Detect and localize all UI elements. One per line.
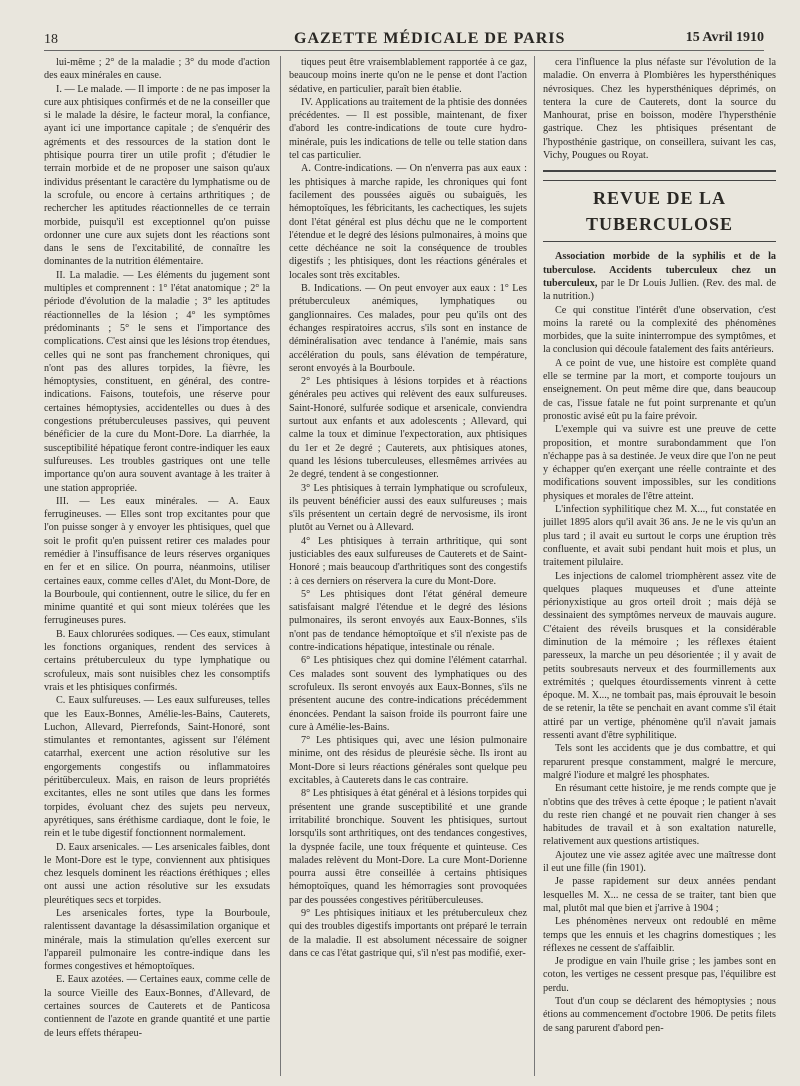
paragraph: B. Indications. — On peut envoyer aux eaux : 1° Les prétuberculeux anémiques, lymphatiques ou ganglionnaires. Ces malades, pour peu qu'ils ont des échanges respiratoires accrus, s'ils sont en instance de déminéralisation avec tendance à l'anémie, mais sans accélération du pouls, sans élévation de température, seront envoyés à la Bourboule. — [289, 283, 527, 374]
section-rule — [543, 170, 776, 172]
paragraph: C. Eaux sulfureuses. — Les eaux sulfureuses, telles que les Eaux-Bonnes, Amélie-les-Bains, Cauterets, Luchon, Allevard, Pierrefonds, Saint-Honoré, sont stimulantes et remontantes, agissent sur l'élément catarrhal, exercent une action résolutive sur les engorgements congestifs ou inflammatoires péritüberculeux. Mais, en raison de leurs propriétés excitantes, elles ne sont utiles que dans les formes torpides, évoluant chez des sujets peu nerveux, apyrétiques, sans éréthisme cardiaque, dont le foie, le rein et le tube digestif fonctionnent normalement. — [44, 695, 270, 840]
article-byline: par le Dr Louis Jullien. (Rev. des mal. de la nutrition.) — [543, 277, 776, 303]
page-header — [44, 30, 764, 51]
paragraph: Les arsenicales fortes, type la Bourboule, ralentissent davantage la désassimilation organique et minérale, mais la stimulation qu'elles exercent sur l'appareil pulmonaire les contre-indique dans les formes congestives et hémoptoïques. — [44, 908, 270, 973]
paragraph: tiques peut être vraisemblablement rapportée à ce gaz, beaucoup moins inerte qu'on ne le pense et dont l'action sédative, en particulier, paraît bien établie. — [289, 57, 527, 95]
paragraph: Les injections de calomel triomphèrent assez vite de quelques plaques muqueuses et d'une atteinte périonyxistique au gros orteil droit ; mais déjà se dessinaient des symptômes nerveux de mauvais augure. C'étaient des réveils brusques et la considérable diminution de la mémoire ; les réflexes étaient paresseux, la marche un peu désorientée ; il y avait de petits soubresauts nerveux et des fourmillements aux extrémités ; quelques étourdissements vinrent à cette époque. M. X..., ne tombait pas, mais éprouvait le besoin de se retenir, la tête se penchait en avant comme s'il était attiré par un vertige, phénomène qu'il n'avait jamais ressenti avant d'être syphilitique. — [543, 570, 776, 742]
issue-date: 15 Avril 1910 — [685, 30, 764, 45]
journal-title: GAZETTE MÉDICALE DE PARIS — [294, 30, 566, 47]
paragraph: cera l'influence la plus néfaste sur l'évolution de la maladie. On enverra à Plombières les hypersthéniques névrosiques. Chez les hypersthéniques déprimés, on tentera la cure de Cauterets, dont la source du Manhourat, prise en boisson, modère l'hypersthénie gastrique. Chez les phtisiques présentant de l'hyposthénie gastrique, on conseillera, suivant les cas, Vichy, Pougues ou Royat. — [543, 57, 776, 162]
paragraph: Je prodigue en vain l'huile grise ; les jambes sont en coton, les vertiges ne cessent presque pas, l'équilibre est perdu. — [543, 956, 776, 994]
paragraph: 8° Les phtisiques à état général et à lésions torpides qui présentent une grande susceptibilité et une grande irritabilité bronchique. Souvent les phtisiques, surtout lorsqu'ils sont arthritiques, ont des tendances congestives, la dyspnée facile, une toux fréquente et quinteuse. Ces malades relèvent du Mont-Dore. La cure Mont-Dorienne pourra aussi être conseillée à certains phtisiques hémoptoïques, quand les hémorragies sont provoquées par des poussées congestives péritüberculeuses. — [289, 788, 527, 906]
paragraph: 3° Les phtisiques à terrain lymphatique ou scrofuleux, ils peuvent bénéficier aussi des eaux sulfureuses ; mais s'ils présentent un certain degré de nervosisme, ils iront plutôt au Vernet ou à Allevard. — [289, 482, 527, 534]
paragraph: A. Contre-indications. — On n'enverra pas aux eaux : les phtisiques à marche rapide, les chroniques qui font facilement des poussées aiguës ou subaiguës, les hémoptoïques, les fébricitants, les cachectiques, les sujets dont l'état général est plus déchu que ne le comportent l'étendue et le degré des lésions pulmonaires, à moins que cette déchéance ne soit la conséquence de troubles digestifs ; les phtisiques, dont les réactions générales et locales sont très excitables. — [289, 163, 527, 281]
paragraph: 2° Les phtisiques à lésions torpides et à réactions générales peu actives qui relèvent des eaux sulfureuses. Saint-Honoré, sulfurée sodique et arsenicale, conviendra surtout aux enfants et aux adolescents ; Allevard, qui calme la toux et diminue l'expectoration, aux phtisiques du 1er et 2e degré ; Cauterets, aux phtisiques atones, quand les lésions tuberculeuses, ellesmêmes arrivées au 2e degré, tendent à se congestionner. — [289, 376, 527, 481]
article-heading — [543, 250, 776, 303]
paragraph: 4° Les phtisiques à terrain arthritique, qui sont justiciables des eaux sulfureuses de Cauterets et de Saint-Honoré ; mais beaucoup d'arthritiques sont des congestifs : à ces derniers on réservera la cure du Mont-Dore. — [289, 535, 527, 587]
paragraph: Les phénomènes nerveux ont redoublé en même temps que les ennuis et les chagrins domestiques ; les réflexes ne cessent de s'affaiblir. — [543, 916, 776, 954]
paragraph: Je passe rapidement sur deux années pendant lesquelles M. X... ne cessa de se traiter, tant bien que mal, plutôt mal que bien et j'arrive à 1904 ; — [543, 876, 776, 914]
paragraph: En résumant cette histoire, je me rends compte que je n'obtins que des trêves à cette époque ; le patient n'avait du reste rien changé et ne pouvait rien changer à ses habitudes de travail et à son exaltation naturelle, relativement aux questions artistiques. — [543, 783, 776, 848]
article-title: Association morbide de la syphilis et de la tuberculose. Accidents tuberculeux chez un tuberculeux, — [543, 251, 776, 289]
paragraph: 9° Les phtisiques initiaux et les prétuberculeux chez qui des troubles digestifs importants ont préparé le terrain de la maladie. Il est absolument nécessaire de soigner dans ce cas l'état gastrique qui, s'il n'est pas modifié, exer- — [289, 908, 527, 959]
paragraph: Tels sont les accidents que je dus combattre, et qui reparurent presque constamment, malgré le mercure, malgré l'iodure et malgré les phosphates. — [543, 743, 776, 781]
column-right — [543, 56, 776, 1076]
column-divider — [534, 56, 535, 1076]
paragraph: 5° Les phtisiques dont l'état général demeure satisfaisant malgré l'étendue et le degré des lésions pulmonaires, ils seront envoyés aux Eaux-Bonnes, s'ils n'ont pas de tendance hémoptoïque et s'il n'existe pas de contre-indications hépatique, intestinale ou rénale. — [289, 588, 527, 654]
paragraph: III. — Les eaux minérales. — A. Eaux ferrugineuses. — Elles sont trop excitantes pour que l'on puisse songer à y envoyer les phtisiques, quel que soit le profit qu'en puissent retirer ces malades pour remédier à l'insuffisance de leurs réserves organiques en fer et en silice. On pourra, néanmoins, utiliser certaines eaux, comme celles d'Alet, du Mont-Dore, de la Bourboule, qui contiennent, outre le silice, du fer en minime quantité et qui sont mieux tolérées que les ferrugineuses pures. — [44, 495, 270, 627]
paragraph: 6° Les phtisiques chez qui domine l'élément catarrhal. Ces malades sont souvent des lymphatiques ou des scrofuleux. Ils seront envoyés aux Eaux-Bonnes, s'ils ne présentent aucune des contre-indications précédemment énoncées. Pendant la saison froide ils pourront faire une cure à Amélie-les-Bains. — [289, 655, 527, 733]
paragraph: II. La maladie. — Les éléments du jugement sont multiples et comprennent : 1° l'état anatomique ; 2° la période d'évolution de la maladie ; 3° les aptitudes réactionnelles de la lésion ; 4° les symptômes prédominants ; 5° le sens et l'importance des complications. C'est ainsi que les lésions trop étendues, celles qui ne sont pas franchement chroniques, qui n'ont pas des allures torpides, la fièvre, les hémoptysies, constituent, en général, des contre-indications. Faisons, toutefois, une réserve pour certaines hémoptysies, accidentelles ou dues à des congestions prétuberculeuses passives, qui peuvent bénéficier de la cure du Mont-Dore. La diarrhée, la susceptibilité hépatique feront contre-indiquer les eaux sulfureuses. Les troubles gastriques ont une telle importance qu'on aura souvent avantage à les traiter à une station appropriée. — [44, 269, 270, 494]
section-title: REVUE DE LA TUBERCULOSE — [543, 180, 776, 242]
paragraph: L'exemple qui va suivre est une preuve de cette proposition, et montre surabondamment que l'on n'échappe pas à sa destinée. Je veux dire que l'on ne peut y échapper qu'en exerçant une réelle contrainte et des modifications souvent impossibles, sur les conditions physiques et morales de l'être atteint. — [543, 424, 776, 502]
paragraph: Tout d'un coup se déclarent des hémoptysies ; nous étions au commencement d'octobre 1906. De petits filets de sang parurent d'abord pen- — [543, 996, 776, 1034]
paragraph: E. Eaux azotées. — Certaines eaux, comme celle de la source Vieille des Eaux-Bonnes, d'Allevard, de certaines sources de Cauterets et de Panticosa contiennent de l'azote en grande quantité et une partie de leurs effets thérapeu- — [44, 974, 270, 1039]
column-left — [44, 56, 270, 1076]
paragraph: B. Eaux chlorurées sodiques. — Ces eaux, stimulant les fonctions organiques, rendent des services à certains prétuberculeux du type lymphatique ou scrofuleux, mais sont nuisibles chez les consomptifs vrais et les phtisiques confirmés. — [44, 628, 270, 693]
paragraph: lui-même ; 2° de la maladie ; 3° du mode d'action des eaux minérales en cause. — [44, 57, 270, 82]
paragraph: A ce point de vue, une histoire est complète quand elle se termine par la mort, et comporte toujours un enseignement. On peut même dire que, dans beaucoup de cas, l'issue fatale ne fut point surprenante et qu'un pronostic avisé eût pu la faire prévoir. — [543, 357, 776, 422]
page-number: 18 — [44, 32, 58, 47]
paragraph: L'infection syphilitique chez M. X..., fut constatée en juillet 1895 alors qu'il avait 36 ans. Je ne le vis qu'un an plus tard ; il avait eu surtout le corps une éruption très confluente, et avait subi pendant huit mois et plus, un traitement pilulaire. — [543, 504, 776, 569]
paragraph: D. Eaux arsenicales. — Les arsenicales faibles, dont le Mont-Dore est le type, conviennent aux phtisiques chez lesquels dominent les réactions éréthiques ; elles ont aussi une action résolutive sur les exsudats pleurétiques secs et torpides. — [44, 841, 270, 906]
paragraph: Ajoutez une vie assez agitée avec une maîtresse dont il eut une fille (fin 1901). — [543, 849, 776, 875]
paragraph: 7° Les phtisiques qui, avec une lésion pulmonaire minime, ont des résidus de pleurésie sèche. Ils iront au Mont-Dore si leurs réactions générales sont quelque peu excitables, à Cauterets dans le cas contraire. — [289, 735, 527, 787]
paragraph: I. — Le malade. — Il importe : de ne pas imposer la cure aux phtisiques confirmés et de ne la conseiller que si le malade la désire, le facteur moral, la confiance, ayant ici une importance capitale ; de s'enquérir des agréments et des ressources de la station dont le phtisique pourra tirer un utile profit ; d'étudier le terrain morbide et de ne proposer une saison qu'aux individus présentant le caractère du lymphatisme ou de la scrofule, ou encore à certains arthritiques ; de rechercher les aptitudes réactionnelles de ce terrain morbide, puisqu'il est exceptionnel qu'on puisse ordonner une cure aux sujets dont les réactions sont dans le sens de l'excitabilité, de connaître les dominantes de la nutrition élémentaire. — [44, 83, 270, 268]
paragraph: IV. Applications au traitement de la phtisie des données précédentes. — Il est possible, maintenant, de fixer d'abord les contre-indications de toute cure hydro-minérale, puis les indications de telle ou telle station dans tel cas particulier. — [289, 96, 527, 162]
paragraph: Ce qui constitue l'intérêt d'une observation, c'est moins la rareté ou la complexité des phénomènes morbides, que la suite ininterrompue des symptômes, et la conclusion qui découle fatalement des faits antérieurs. — [543, 304, 776, 356]
column-divider — [280, 56, 281, 1076]
column-middle — [289, 56, 527, 1076]
